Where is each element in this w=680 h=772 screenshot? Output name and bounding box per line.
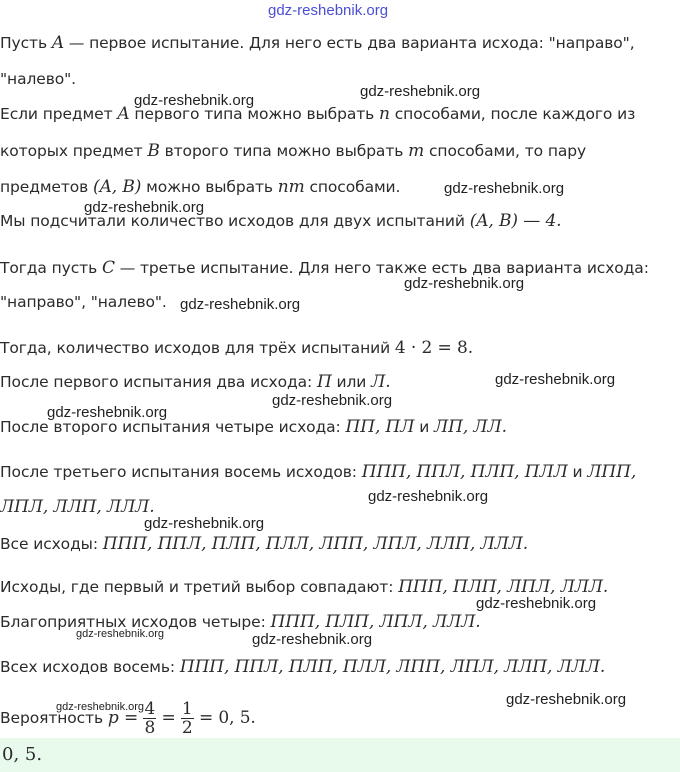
watermark: gdz-reshebnik.org	[506, 691, 627, 708]
watermark: gdz-reshebnik.org	[56, 701, 145, 713]
fraction-1-2: $\frac{1}{2}$	[181, 699, 193, 738]
watermark: gdz-reshebnik.org	[252, 631, 373, 648]
watermark: gdz-reshebnik.org	[368, 488, 489, 505]
watermark: gdz-reshebnik.org	[272, 392, 393, 409]
answer-box: 0, 5.	[0, 738, 680, 772]
text-line-18: Вероятность p = $\frac{4}{8}$ = $\frac{1}{2}$ = 0, 5.	[0, 699, 256, 738]
watermark: gdz-reshebnik.org	[444, 180, 565, 197]
watermark: gdz-reshebnik.org	[495, 371, 616, 388]
text-line-13: ЛПЛ, ЛЛП, ЛЛЛ.	[0, 497, 155, 517]
watermark: gdz-reshebnik.org	[134, 92, 255, 109]
watermark: gdz-reshebnik.org	[47, 404, 168, 421]
text-line-12: После третьего испытания восемь исходов: ППП, ППЛ, ПЛП, ПЛЛ и ЛПП,	[0, 462, 637, 482]
text-line-17: Всех исходов восемь: ППП, ППЛ, ПЛП, ПЛЛ, ЛПП, ЛПЛ, ЛЛП, ЛЛЛ.	[0, 657, 606, 677]
text-line-8: "направо", "налево".	[0, 293, 167, 311]
text-line-1: Пусть A — первое испытание. Для него есть два варианта исхода: "направо",	[0, 33, 635, 53]
text-line-11: После второго испытания четыре исхода: ПП, ПЛ и ЛП, ЛЛ.	[0, 417, 507, 437]
text-line-6: Мы подсчитали количество исходов для двух испытаний (A, B) — 4.	[0, 211, 562, 231]
watermark: gdz-reshebnik.org	[84, 199, 205, 216]
text-line-2: "налево".	[0, 70, 76, 88]
text-line-10: После первого испытания два исхода: П или Л.	[0, 372, 391, 392]
text-line-4: которых предмет B второго типа можно выбрать m способами, то пару	[0, 141, 587, 161]
text-line-16: Благоприятных исходов четыре: ППП, ПЛП, ЛПЛ, ЛЛЛ.	[0, 612, 481, 632]
watermark: gdz-reshebnik.org	[144, 515, 265, 532]
watermark: gdz-reshebnik.org	[360, 83, 481, 100]
text-line-9: Тогда, количество исходов для трёх испытаний 4 · 2 = 8.	[0, 338, 474, 358]
watermark: gdz-reshebnik.org	[180, 296, 301, 313]
text-line-7: Тогда пусть C — третье испытание. Для него также есть два варианта исхода:	[0, 258, 649, 278]
watermark: gdz-reshebnik.org	[76, 628, 165, 640]
fraction-4-8: $\frac{4}{8}$	[144, 699, 156, 738]
watermark: gdz-reshebnik.org	[476, 595, 597, 612]
text-line-15: Исходы, где первый и третий выбор совпадают: ППП, ПЛП, ЛПЛ, ЛЛЛ.	[0, 577, 609, 597]
watermark: gdz-reshebnik.org	[404, 275, 525, 292]
top-watermark: gdz-reshebnik.org	[268, 2, 389, 19]
text-line-14: Все исходы: ППП, ППЛ, ПЛП, ПЛЛ, ЛПП, ЛПЛ, ЛЛП, ЛЛЛ.	[0, 534, 529, 554]
text-line-5: предметов (A, B) можно выбрать nm способами.	[0, 177, 401, 197]
text-line-3: Если предмет A первого типа можно выбрать n способами, после каждого из	[0, 104, 636, 124]
